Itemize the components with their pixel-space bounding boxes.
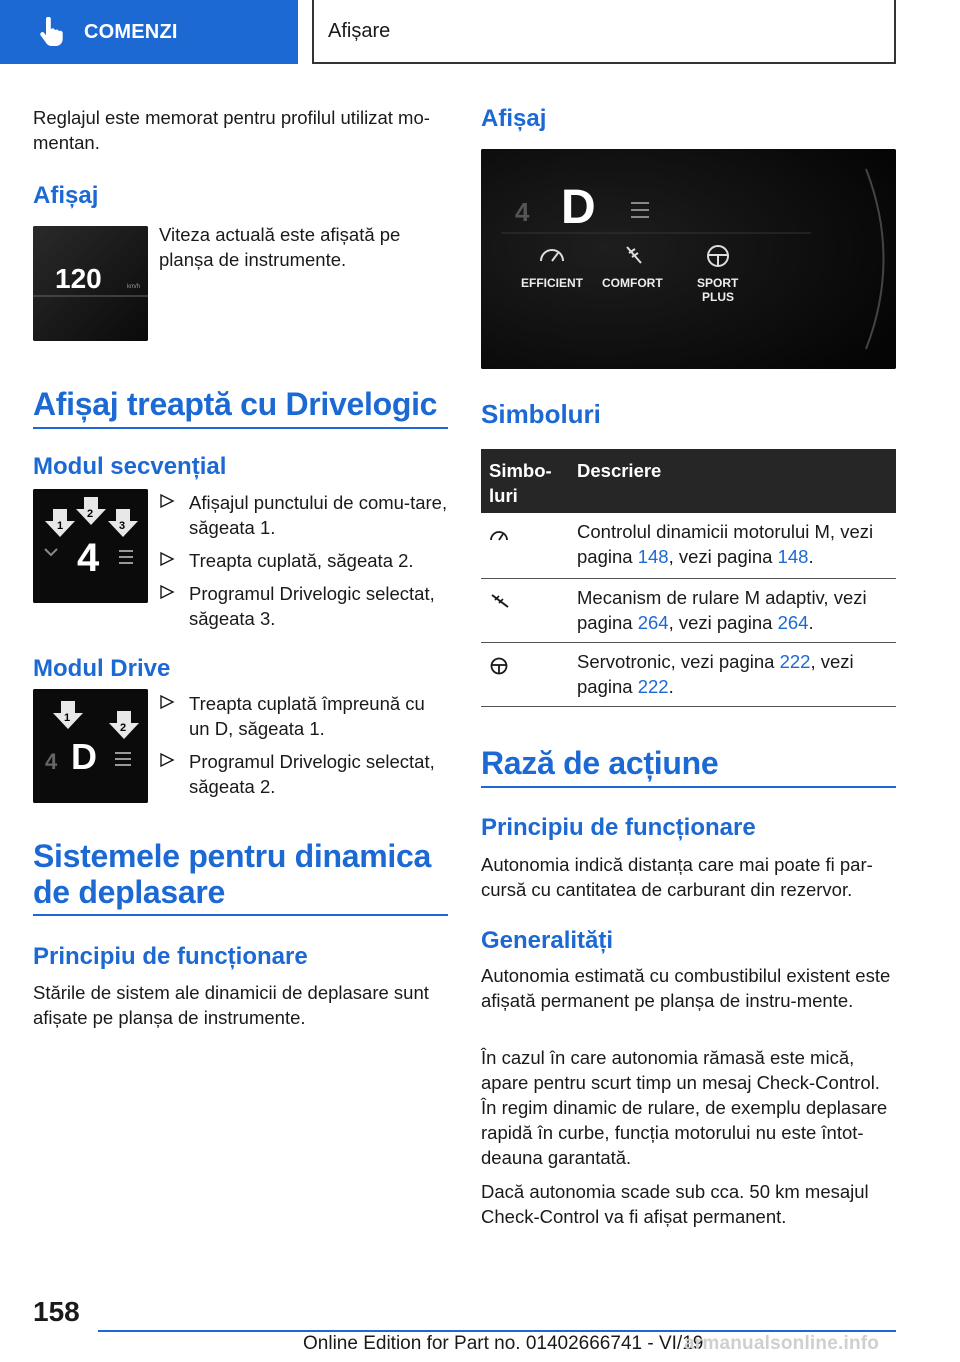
gear-letter: D (561, 181, 596, 234)
simboluri-heading: Simboluri (481, 399, 601, 429)
speed-display-graphic (33, 226, 148, 341)
page-link[interactable]: 264 (777, 612, 809, 633)
gear-display-heading: Afișaj treaptă cu Drivelogic (33, 386, 438, 422)
gear-number: 4 (515, 197, 530, 227)
table-header (481, 449, 896, 513)
heading-divider (481, 786, 896, 788)
generalities-text-1: Autonomia estimată cu combustibilul existent este afișată permanent pe planșa de instru-mente. (481, 965, 891, 1011)
shock-absorber-icon (489, 593, 511, 609)
afisaj-description: Viteza actuală este afișată pe planșa de instrumente. (159, 224, 401, 270)
heading-divider (33, 427, 448, 429)
driving-modes-graphic (481, 149, 896, 369)
generalities-heading: Generalități (481, 927, 614, 954)
bullet-triangle-icon (159, 550, 175, 568)
current-section-label: Afișare (328, 19, 391, 42)
watermark-text: armanualsonline.info (684, 1333, 880, 1354)
page-link[interactable]: 264 (637, 612, 669, 633)
bullet-triangle-icon (159, 492, 175, 510)
mode-comfort: COMFORT (602, 276, 663, 290)
column-header-symbols: Simbo-luri (489, 460, 552, 506)
symbols-table (481, 449, 896, 707)
range-heading: Rază de acțiune (481, 745, 719, 781)
bullet-triangle-icon (159, 583, 175, 601)
speed-unit: km/h (127, 284, 141, 290)
speed-value: 120 (55, 263, 102, 294)
arrow-1-label: 1 (57, 520, 64, 532)
range-principle-text: Autonomia indică distanța care mai poate fi par-cursă cu cantitatea de carburant din rezervor. (481, 854, 873, 900)
arrow-3-label: 3 (119, 520, 126, 532)
dynamics-principle-text: Stările de sistem ale dinamicii de deplasare sunt afișate pe planșa de instrumente. (33, 982, 429, 1028)
speed-display-image (33, 226, 148, 341)
list-item: Treapta cuplată, săgeata 2. (159, 548, 448, 573)
section-tab-label: COMENZI (84, 20, 178, 43)
afisaj-right-heading: Afișaj (481, 105, 547, 132)
gear-number: 4 (77, 536, 100, 580)
edition-text: Online Edition for Part no. 01402666741 - VI/19 (303, 1333, 704, 1354)
drive-mode-list (159, 691, 448, 807)
heading-divider (33, 914, 448, 916)
range-principle-heading: Principiu de funcționare (481, 814, 756, 841)
table-row: Controlul dinamicii motorului M, vezi pagina 148, vezi pagina 148. (481, 513, 896, 579)
sequential-mode-graphic (33, 489, 148, 603)
arrow-2-label: 2 (120, 722, 127, 734)
page-link[interactable]: 148 (637, 546, 669, 567)
list-item: Programul Drivelogic selectat, săgeata 2. (159, 749, 448, 799)
generalities-text-2: În cazul în care autonomia rămasă este mică, apare pentru scurt timp un mesaj Check-Control. În regim dinamic de rulare, de exemplu deplasare rapidă în curbe, funcția motorului nu este întot-deauna garantată. (481, 1047, 888, 1168)
afisaj-heading: Afișaj (33, 182, 99, 209)
bullet-triangle-icon (159, 751, 175, 769)
sequential-mode-image (33, 489, 148, 603)
arrow-2-label: 2 (87, 508, 94, 520)
mode-sport: SPORT (697, 276, 739, 290)
generalities-text-3: Dacă autonomia scade sub cca. 50 km mesajul Check-Control va fi afișat permanent. (481, 1181, 869, 1227)
sequential-mode-list (159, 490, 448, 639)
page-number: 158 (33, 1296, 80, 1327)
gear-number: 4 (45, 749, 58, 774)
list-item: Programul Drivelogic selectat, săgeata 3. (159, 581, 448, 631)
column-header-description: Descriere (577, 460, 662, 481)
mode-efficient: EFFICIENT (521, 276, 583, 290)
gear-letter: D (71, 736, 97, 777)
bullet-triangle-icon (159, 693, 175, 711)
footer-divider (98, 1330, 896, 1332)
drive-mode-heading: Modul Drive (33, 655, 171, 682)
touch-hand-icon (38, 17, 64, 47)
intro-paragraph: Reglajul este memorat pentru profilul utilizat mo-mentan. (33, 107, 430, 153)
list-item: Afișajul punctului de comu-tare, săgeata 1. (159, 490, 448, 540)
sequential-mode-heading: Modul secvențial (33, 453, 227, 480)
list-item: Treapta cuplată împreună cu un D, săgeata 1. (159, 691, 448, 741)
current-section-tab (312, 0, 896, 64)
page-link[interactable]: 222 (779, 651, 811, 672)
driving-dynamics-heading: Sistemele pentru dinamica de deplasare (33, 838, 431, 910)
arrow-1-label: 1 (64, 712, 71, 724)
page-link[interactable]: 222 (637, 676, 669, 697)
dynamics-principle-heading: Principiu de funcționare (33, 943, 308, 970)
steering-wheel-icon (489, 657, 509, 675)
drive-mode-image (33, 689, 148, 803)
table-row: Servotronic, vezi pagina 222, vezi pagina 222. (481, 643, 896, 707)
table-row: Mecanism de rulare M adaptiv, vezi pagina 264, vezi pagina 264. (481, 579, 896, 643)
mode-plus: PLUS (702, 290, 735, 304)
drive-mode-graphic (33, 689, 148, 803)
page-link[interactable]: 148 (777, 546, 809, 567)
section-tab-comenzi[interactable] (0, 0, 298, 64)
driving-modes-display-image (481, 149, 896, 369)
gauge-icon (489, 527, 509, 543)
